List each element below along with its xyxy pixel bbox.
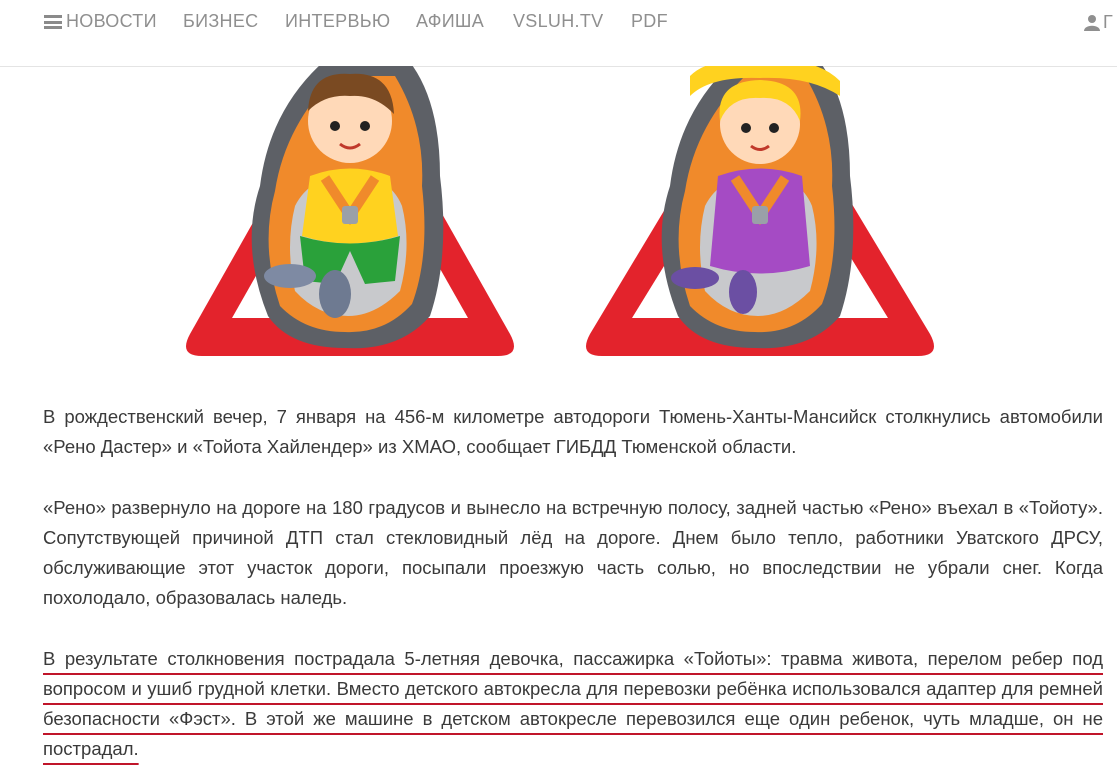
highlighted-text: В результате столкновения пострадала 5-летняя девочка, пассажирка «Тойоты»: травма живота, перелом ребер под вопросом и ушиб грудной клетки. Вместо детского автокресла для перевозки ребёнка использовался адаптер для ремней безопасности «Фэст». В этой же машине в детском автокресле перевозился еще один ребенок, чуть младше, он не пострадал.	[43, 648, 1103, 759]
article-paragraph-1: В рождественский вечер, 7 января на 456-м километре автодороги Тюмень-Ханты-Мансийск столкнулись автомобили «Рено Дастер» и «Тойота Хайлендер» из ХМАО, сообщает ГИБДД Тюменской области.	[43, 406, 1103, 457]
nav-item-business[interactable]: БИЗНЕС	[183, 11, 259, 31]
top-navigation	[0, 0, 1117, 67]
car-seat-girl	[662, 66, 854, 348]
nav-item-news[interactable]: НОВОСТИ	[66, 11, 157, 31]
article-illustration	[150, 66, 970, 366]
hamburger-menu-icon[interactable]	[44, 15, 62, 29]
nav-item-pdf[interactable]: PDF	[631, 11, 668, 31]
article-body	[43, 402, 1103, 764]
user-label: Г	[1103, 12, 1113, 32]
nav-item-interview[interactable]: ИНТЕРВЬЮ	[285, 11, 391, 31]
user-account-link[interactable]	[1084, 12, 1113, 33]
child-car-seat-signs-image	[150, 66, 970, 366]
nav-item-vsluh-tv[interactable]: VSLUH.TV	[513, 11, 604, 31]
nav-item-afisha[interactable]: АФИША	[416, 11, 485, 31]
article-paragraph-2: «Рено» развернуло на дороге на 180 градусов и вынесло на встречную полосу, задней частью «Рено» въехал в «Тойоту». Сопутствующей причиной ДТП стал стекловидный лёд на дороге. Днем было тепло, работники Уватского ДРСУ, обслуживающие этот участок дороги, посыпали проезжую часть солью, но впоследствии не убрали снег. Когда похолодало, образовалась наледь.	[43, 497, 1103, 608]
car-seat-boy	[252, 66, 444, 348]
article-paragraph-3	[43, 644, 1103, 764]
user-icon	[1084, 14, 1100, 31]
